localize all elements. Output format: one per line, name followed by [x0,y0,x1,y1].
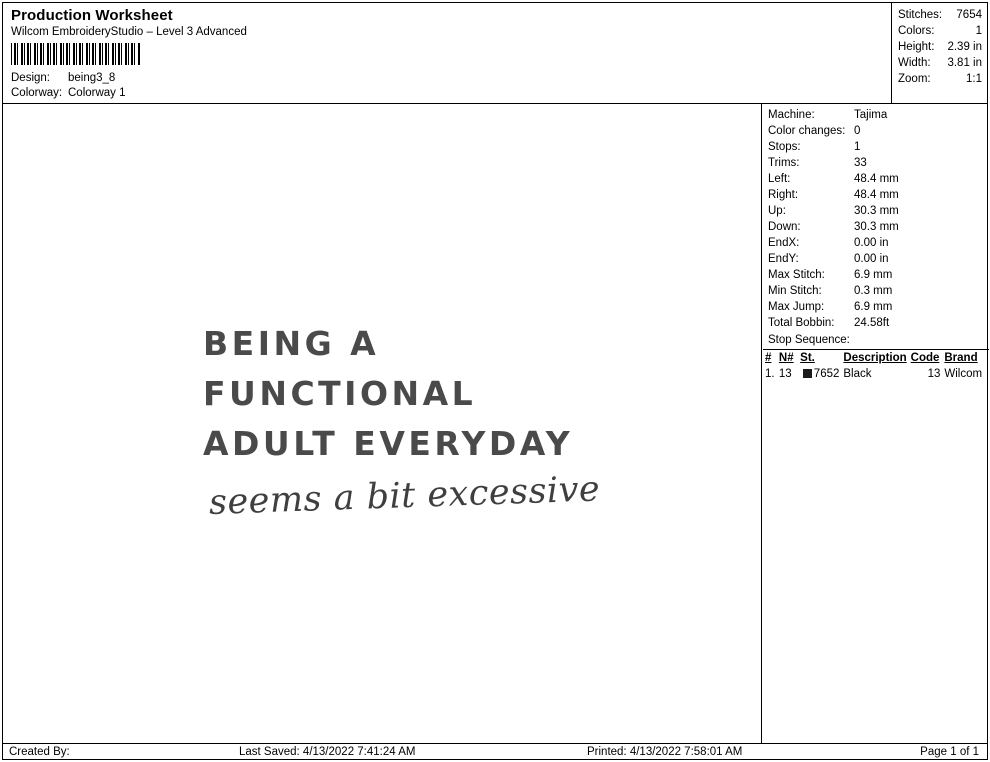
info-value-up: 30.3 mm [854,205,899,217]
info-row-stops [763,139,989,155]
info-key-min-stitch: Min Stitch: [768,285,822,297]
info-value-down: 30.3 mm [854,221,899,233]
column-header-code: Code [909,350,943,367]
info-key-endy: EndY: [768,253,799,265]
info-row-down [763,219,989,235]
design-row [11,71,885,86]
footer-printed: Printed: 4/13/2022 7:58:01 AM [587,746,743,758]
cell-code: 13 [927,368,941,380]
info-key-right: Right: [768,189,799,201]
cell-description: Black [843,368,872,380]
design-canvas [3,104,762,743]
summary-value-height: 2.39 in [947,41,982,53]
design-value: being3_8 [68,72,116,84]
summary-row-height [898,39,982,55]
page-title: Production Worksheet [11,7,173,24]
info-value-min-stitch: 0.3 mm [854,285,893,297]
artwork-line-2: FUNCTIONAL [203,374,477,413]
cell-stitches [798,366,841,382]
stop-sequence-label: Stop Sequence: [768,334,850,346]
info-key-endx: EndX: [768,237,800,249]
footer [3,743,987,761]
application-subtitle: Wilcom EmbroideryStudio – Level 3 Advanced [11,26,247,38]
color-swatch-icon [803,369,812,378]
info-value-color-changes: 0 [854,125,861,137]
info-value-max-jump: 6.9 mm [854,301,893,313]
info-key-left: Left: [768,173,791,185]
info-row-trims [763,155,989,171]
footer-last-saved: Last Saved: 4/13/2022 7:41:24 AM [239,746,416,758]
summary-key-zoom: Zoom: [898,73,931,85]
summary-value-stitches: 7654 [956,9,982,21]
info-key-total-bobbin: Total Bobbin: [768,317,835,329]
column-header-description: Description [841,350,908,367]
info-value-total-bobbin: 24.58ft [854,317,890,329]
cell-brand: Wilcom [944,368,983,380]
barcode-icon [11,43,141,65]
info-row-up [763,203,989,219]
info-row-max-jump [763,299,989,315]
colorway-label: Colorway: [11,87,63,99]
summary-key-stitches: Stitches: [898,9,943,21]
info-row-max-stitch [763,267,989,283]
summary-key-width: Width: [898,57,931,69]
column-header-needle: N# [777,350,798,367]
embroidery-artwork [203,319,601,523]
info-key-max-jump: Max Jump: [768,301,825,313]
cell-stitches-value: 7652 [813,368,840,380]
info-key-max-stitch: Max Stitch: [768,269,825,281]
column-header-brand: Brand [942,350,989,367]
info-row-right [763,187,989,203]
cell-needle: 13 [778,368,792,380]
summary-key-height: Height: [898,41,935,53]
artwork-line-3: ADULT EVERYDAY [203,424,574,463]
info-value-endx: 0.00 in [854,237,889,249]
colorway-row [11,86,885,101]
info-key-stops: Stops: [768,141,801,153]
column-header-stitches: St. [798,350,841,367]
colorway-value: Colorway 1 [68,87,126,99]
summary-panel [891,3,987,103]
summary-row-zoom [898,71,982,87]
info-key-color-changes: Color changes: [768,125,846,137]
summary-row-stitches [898,7,982,23]
info-value-stops: 1 [854,141,861,153]
artwork-script-line: seems a bit excessive [208,469,601,523]
summary-value-width: 3.81 in [947,57,982,69]
info-row-total-bobbin [763,315,989,331]
info-row-endy [763,251,989,267]
info-row-endx [763,235,989,251]
design-label: Design: [11,72,50,84]
cell-index: 1. [765,368,775,380]
summary-key-colors: Colors: [898,25,935,37]
info-key-up: Up: [768,205,786,217]
info-value-right: 48.4 mm [854,189,899,201]
summary-row-colors [898,23,982,39]
info-row-color-changes [763,123,989,139]
info-key-down: Down: [768,221,801,233]
header [3,3,987,104]
info-key-trims: Trims: [768,157,800,169]
summary-row-width [898,55,982,71]
info-value-machine: Tajima [854,109,888,121]
info-key-machine: Machine: [768,109,815,121]
footer-created-by: Created By: [9,746,70,758]
summary-value-zoom: 1:1 [966,73,982,85]
table-row [763,366,989,382]
column-header-index: # [763,350,777,367]
footer-page-number: Page 1 of 1 [920,746,979,758]
stop-sequence-table [763,349,989,382]
machine-info-panel [763,104,989,743]
header-left [3,3,893,103]
artwork-line-1: BEING A [203,324,380,363]
table-header-row [763,350,989,367]
worksheet-page [2,2,988,760]
info-row-machine [763,107,989,123]
summary-value-colors: 1 [975,25,982,37]
info-row-min-stitch [763,283,989,299]
info-value-trims: 33 [854,157,867,169]
info-value-max-stitch: 6.9 mm [854,269,893,281]
info-value-endy: 0.00 in [854,253,889,265]
info-value-left: 48.4 mm [854,173,899,185]
info-row-left [763,171,989,187]
